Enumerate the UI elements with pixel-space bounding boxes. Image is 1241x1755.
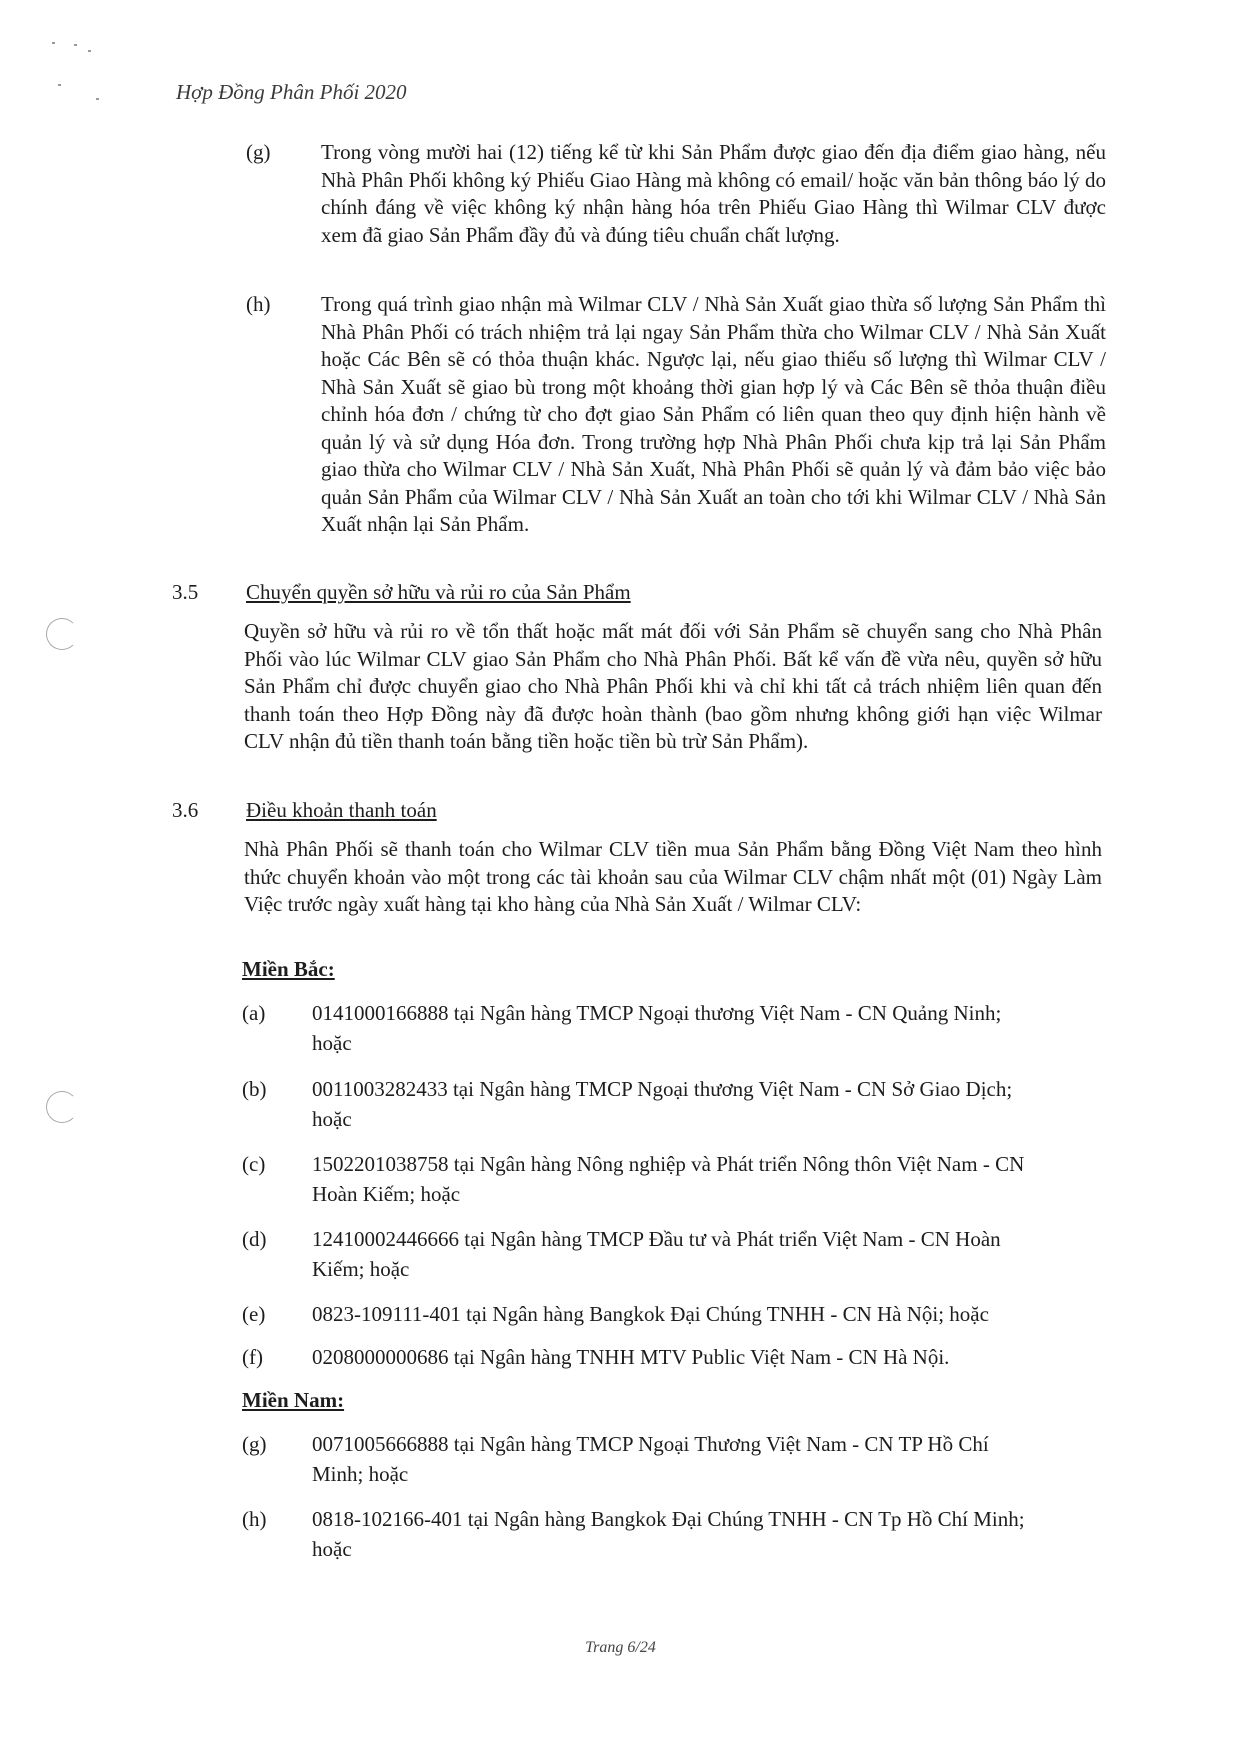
account-line: 0071005666888 tại Ngân hàng TMCP Ngoại Thương Việt Nam - CN TP Hồ Chí [312, 1432, 989, 1456]
scan-speck [52, 42, 55, 44]
section-number: 3.5 [172, 580, 199, 604]
account-label: (c) [242, 1152, 266, 1176]
bank-account-item [242, 1224, 1102, 1284]
bank-account-item [242, 1342, 1102, 1372]
account-label: (h) [242, 1507, 267, 1531]
scan-speck [88, 50, 91, 52]
account-label: (e) [242, 1302, 266, 1326]
punch-hole-mark [46, 618, 78, 650]
account-line: Minh; hoặc [312, 1462, 409, 1486]
account-line: 0208000000686 tại Ngân hàng TNHH MTV Public Việt Nam - CN Hà Nội. [312, 1345, 950, 1369]
section-number: 3.6 [172, 798, 199, 822]
section-title: Điều khoản thanh toán [246, 798, 437, 822]
account-line: hoặc [312, 1537, 352, 1561]
account-line: Hoàn Kiếm; hoặc [312, 1182, 461, 1206]
page-number: Trang 6/24 [585, 1639, 656, 1656]
clause-item-h [246, 291, 1106, 539]
clause-text: Trong quá trình giao nhận mà Wilmar CLV / Nhà Sản Xuất giao thừa số lượng Sản Phẩm thì Nhà Phân Phối có trách nhiệm trả lại ngay Sản Phẩm thừa cho Wilmar CLV / Nhà Sản Xuất hoặc Các Bên sẽ có thỏa thuận khác. Ngược lại, nếu giao thiếu số lượng thì Wilmar CLV / Nhà Sản Xuất sẽ giao bù trong một khoảng thời gian hợp lý và Các Bên sẽ thỏa thuận điều chỉnh hóa đơn / chứng từ cho đợt giao Sản Phẩm có liên quan theo quy định hiện hành về quản lý và sử dụng Hóa đơn. Trong trường hợp Nhà Phân Phối chưa kịp trả lại Sản Phẩm giao thừa cho Wilmar CLV / Nhà Sản Xuất, Nhà Phân Phối sẽ quản lý và đảm bảo việc bảo quản Sản Phẩm của Wilmar CLV / Nhà Sản Xuất an toàn cho tới khi Wilmar CLV / Nhà Sản Xuất nhận lại Sản Phẩm. [321, 292, 1106, 536]
account-line: 12410002446666 tại Ngân hàng TMCP Đầu tư và Phát triển Việt Nam - CN Hoàn [312, 1227, 1001, 1251]
clause-label: (h) [246, 292, 271, 316]
scan-speck [74, 44, 77, 46]
section-title: Chuyển quyền sở hữu và rủi ro của Sản Phẩm [246, 580, 631, 604]
account-line: 0141000166888 tại Ngân hàng TMCP Ngoại thương Việt Nam - CN Quảng Ninh; [312, 1001, 1002, 1025]
bank-account-item [242, 1429, 1102, 1489]
scan-speck [96, 98, 99, 100]
bank-account-item [242, 1504, 1102, 1564]
region-heading-north: Miền Bắc: [242, 957, 335, 981]
account-label: (b) [242, 1077, 267, 1101]
punch-hole-mark [46, 1091, 78, 1123]
account-label: (g) [242, 1432, 267, 1456]
clause-text: Trong vòng mười hai (12) tiếng kể từ khi Sản Phẩm được giao đến địa điểm giao hàng, nếu Nhà Phân Phối không ký Phiếu Giao Hàng mà không có email/ hoặc văn bản thông báo lý do chính đáng về việc không ký nhận hàng hóa trên Phiếu Giao Hàng thì Wilmar CLV được xem đã giao Sản Phẩm đầy đủ và đúng tiêu chuẩn chất lượng. [321, 140, 1106, 247]
region-heading-south: Miền Nam: [242, 1388, 345, 1412]
account-line: Kiếm; hoặc [312, 1257, 410, 1281]
bank-account-item [242, 1074, 1102, 1134]
account-line: hoặc [312, 1107, 352, 1131]
bank-account-item [242, 1299, 1102, 1329]
section-paragraph: Nhà Phân Phối sẽ thanh toán cho Wilmar CLV tiền mua Sản Phẩm bằng Đồng Việt Nam theo hình thức chuyển khoản vào một trong các tài khoản sau của Wilmar CLV chậm nhất một (01) Ngày Làm Việc trước ngày xuất hàng tại kho hàng của Nhà Sản Xuất / Wilmar CLV: [244, 837, 1102, 916]
account-label: (f) [242, 1345, 263, 1369]
clause-item-g [246, 139, 1106, 249]
account-line: hoặc [312, 1031, 352, 1055]
clause-label: (g) [246, 140, 271, 164]
account-line: 0011003282433 tại Ngân hàng TMCP Ngoại thương Việt Nam - CN Sở Giao Dịch; [312, 1077, 1013, 1101]
account-line: 0818-102166-401 tại Ngân hàng Bangkok Đại Chúng TNHH - CN Tp Hồ Chí Minh; [312, 1507, 1025, 1531]
account-label: (d) [242, 1227, 267, 1251]
account-label: (a) [242, 1001, 266, 1025]
document-header: Hợp Đồng Phân Phối 2020 [176, 80, 407, 104]
account-line: 0823-109111-401 tại Ngân hàng Bangkok Đại Chúng TNHH - CN Hà Nội; hoặc [312, 1302, 989, 1326]
section-paragraph: Quyền sở hữu và rủi ro về tổn thất hoặc mất mát đối với Sản Phẩm sẽ chuyển sang cho Nhà Phân Phối vào lúc Wilmar CLV giao Sản Phẩm cho Nhà Phân Phối. Bất kể vấn đề vừa nêu, quyền sở hữu Sản Phẩm chỉ được chuyển giao cho Nhà Phân Phối khi và chỉ khi tất cả trách nhiệm liên quan đến thanh toán theo Hợp Đồng này đã được hoàn thành (bao gồm nhưng không giới hạn việc Wilmar CLV nhận đủ tiền thanh toán bằng tiền hoặc tiền bù trừ Sản Phẩm). [244, 619, 1102, 753]
scan-speck [58, 84, 61, 86]
bank-account-item [242, 1149, 1102, 1209]
account-line: 1502201038758 tại Ngân hàng Nông nghiệp và Phát triển Nông thôn Việt Nam - CN [312, 1152, 1025, 1176]
bank-account-item [242, 998, 1102, 1058]
